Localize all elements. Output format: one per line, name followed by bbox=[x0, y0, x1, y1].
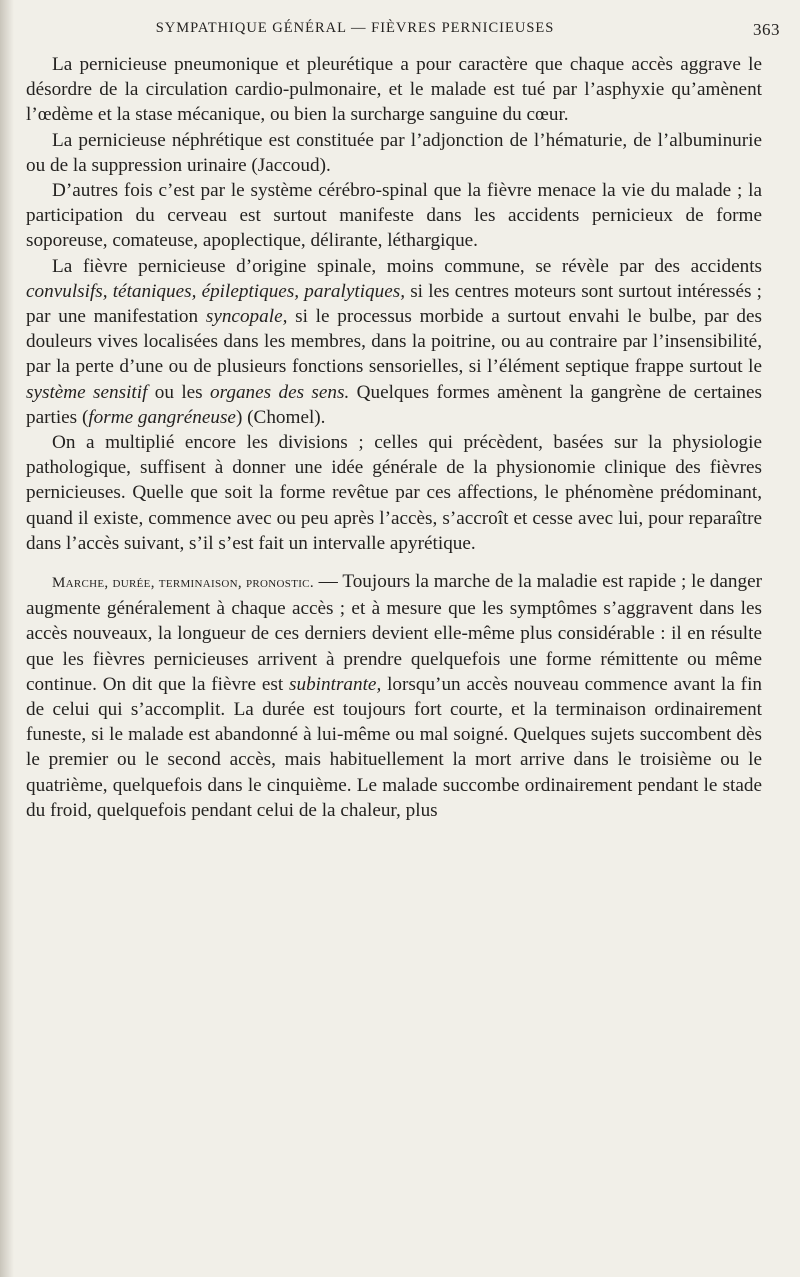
section-heading: Marche, durée, terminaison, pronostic. bbox=[52, 575, 314, 592]
paragraph-marche bbox=[26, 569, 762, 823]
text-run: ) (Chomel). bbox=[235, 406, 326, 428]
italic-run: système sensitif bbox=[26, 381, 148, 403]
text-run: si les centres moteurs sont surtout intéressés ; par une manifestation bbox=[26, 280, 762, 328]
text-run: La pernicieuse néphrétique est constituée par l’adjonction de l’hématurie, de l’albuminurie ou de la suppression urinaire (Jaccoud). bbox=[26, 129, 762, 176]
body-text bbox=[26, 52, 762, 823]
text-run: si le processus morbide a surtout envahi le bulbe, par des douleurs vives localisées dans les membres, dans la poitrine, ou au contraire par l’insensibilité, par la perte d’une ou de plusieurs fonctions sensorielles, si l’élément septique frappe surtout le bbox=[26, 306, 762, 378]
text-run: La pernicieuse pneumonique et pleurétique a pour caractère que chaque accès aggrave le désordre de la circulation cardio-pulmonaire, et le malade est tué par l’asphyxie qu’amènent l’œdème et la stase mécanique, ou bien la surcharge sanguine du cœur. bbox=[26, 54, 762, 126]
italic-run: organes des sens. bbox=[210, 381, 350, 403]
italic-run: syncopale, bbox=[205, 306, 288, 328]
italic-run: forme gangréneuse bbox=[88, 406, 236, 428]
text-run: D’autres fois c’est par le système cérébro-spinal que la fièvre menace la vie du malade ; la participation du cerveau est surtout manifeste dans les accidents pernicieux de forme soporeuse, comateuse, apoplectique, délirante, léthargique. bbox=[26, 180, 762, 252]
paragraph-nephretique bbox=[26, 128, 762, 178]
paragraph-divisions bbox=[26, 430, 762, 556]
text-run: On a multiplié encore les divisions ; celles qui précèdent, basées sur la physiologie pathologique, suffisent à donner une idée générale de la physionomie clinique des fièvres pernicieuses. Quelle que soit la forme revêtue par ces affections, le phénomène prédominant, quand il existe, commence avec ou peu après l’accès, s’accroît et cesse avec lui, pour reparaître dans l’accès suivant, s’il s’est fait un intervalle apyrétique. bbox=[26, 432, 762, 554]
page-number: 363 bbox=[753, 20, 780, 39]
text-run: La fièvre pernicieuse d’origine spinale, moins commune, se révèle par des accidents bbox=[52, 255, 762, 277]
paragraph-spinale bbox=[26, 254, 762, 430]
italic-run: subintrante, bbox=[289, 673, 382, 695]
text-run: Quelques formes amènent la gangrène de certaines parties ( bbox=[26, 381, 762, 428]
text-run: ou les bbox=[147, 381, 210, 403]
running-title: SYMPATHIQUE GÉNÉRAL — FIÈVRES PERNICIEUSES bbox=[155, 20, 555, 36]
text-run: — Toujours la marche de la maladie est rapide ; le danger augmente généralement à chaque accès ; et à mesure que les symptômes s’aggravent dans les accès nouveaux, la longueur de ces derniers devient elle-même plus considérable : il en résulte que les fièvres pernicieuses arrivent à prendre quelquefois une forme rémittente ou même continue. On dit que la fièvre est bbox=[26, 571, 762, 695]
italic-run: convulsifs, tétaniques, épileptiques, paralytiques, bbox=[26, 280, 406, 302]
paragraph-cerebro-spinal bbox=[26, 178, 762, 254]
text-run: lorsqu’un accès nouveau commence avant la fin de celui qui s’accomplit. La durée est toujours fort courte, et la terminaison ordinairement funeste, si le malade est abandonné à lui-même ou mal soigné. Quelques sujets succombent dès le premier ou le second accès, mais habituellement la mort arrive dans le troisième ou le quatrième, quelquefois dans le cinquième. Le malade succombe ordinairement pendant le stade du froid, quelquefois pendant celui de la chaleur, plus bbox=[26, 673, 762, 821]
page-edge-shadow bbox=[0, 0, 14, 1277]
paragraph-pneumonique bbox=[26, 52, 762, 128]
running-head bbox=[20, 20, 780, 44]
